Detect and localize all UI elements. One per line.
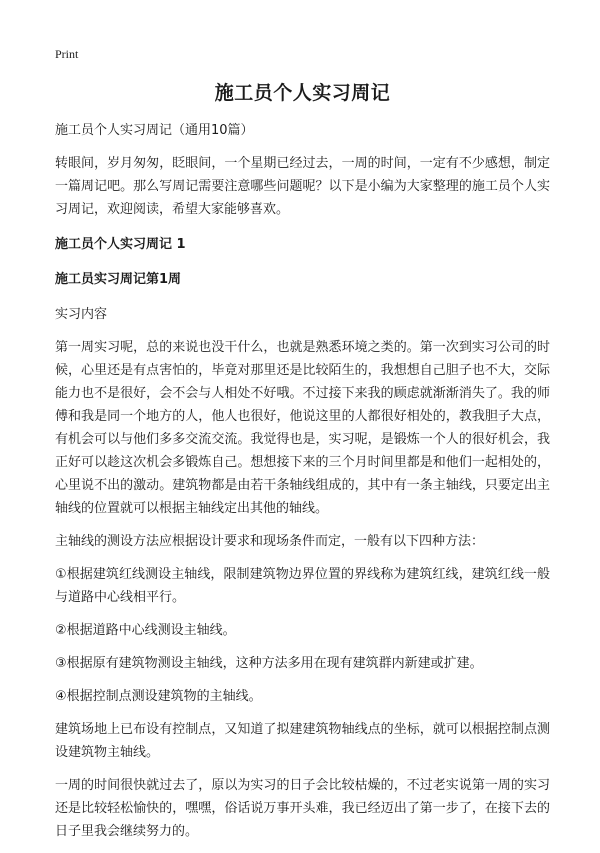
section-heading: 施工员个人实习周记 1 bbox=[55, 237, 186, 252]
body-paragraph: 第一周实习呢，总的来说也没干什么，也就是熟悉环境之类的。第一次到实习公司的时候，心里还是有点害怕的，毕竟对那里还是比较陌生的，我想想自己胆子也不大，交际能力也不是很好，会不会与人相处不好哦。不过接下来我的顾虑就渐渐消失了。我的师傅和我是同一个地方的人，他人也很好，他说这里的人都很好相处的，教我胆子大点，有机会可以与他们多多交流交流。我觉得也是，实习呢，是锻炼一个人的很好机会，我正好可以趁这次机会多锻炼自己。想想接下来的三个月时间里都是和他们一起相处的，心里说不出的激动。建筑物都是由若干条轴线组成的，其中有一条主轴线，只要定出主轴线的位置就可以根据主轴线定出其他的轴线。 bbox=[55, 340, 550, 516]
body-paragraph: 主轴线的测设方法应根据设计要求和现场条件而定，一般有以下四种方法： bbox=[55, 534, 485, 549]
page-title: 施工员个人实习周记 bbox=[214, 82, 391, 104]
week-heading: 施工员实习周记第1周 bbox=[55, 272, 182, 287]
body-paragraph: ①根据建筑红线测设主轴线，限制建筑物边界位置的界线称为建筑红线，建筑红线一般与道路中心线相平行。 bbox=[55, 567, 550, 605]
body-paragraph: 一周的时间很快就过去了，原以为实习的日子会比较枯燥的，不过老实说第一周的实习还是比较轻松愉快的，嘿嘿，俗话说万事开头难，我已经迈出了第一步了，在接下去的日子里我会继续努力的。 bbox=[55, 778, 550, 839]
print-link[interactable]: Print bbox=[55, 47, 79, 61]
intro-paragraph: 转眼间，岁月匆匆，眨眼间，一个星期已经过去，一周的时间，一定有不少感想，制定一篇周记吧。那么写周记需要注意哪些问题呢？以下是小编为大家整理的施工员个人实习周记，欢迎阅读，希望大家能够喜欢。 bbox=[55, 156, 550, 217]
document-body bbox=[55, 119, 550, 853]
body-paragraph: ④根据控制点测设建筑物的主轴线。 bbox=[55, 689, 262, 704]
content-label: 实习内容 bbox=[55, 307, 108, 322]
document-subtitle: 施工员个人实习周记（通用10篇） bbox=[55, 123, 254, 138]
body-paragraph: ③根据原有建筑物测设主轴线，这种方法多用在现有建筑群内新建或扩建。 bbox=[55, 656, 483, 671]
body-paragraph: ②根据道路中心线测设主轴线。 bbox=[55, 623, 236, 638]
body-paragraph: 建筑场地上已布设有控制点，又知道了拟建建筑物轴线点的坐标，就可以根据控制点测设建筑物主轴线。 bbox=[55, 722, 550, 760]
